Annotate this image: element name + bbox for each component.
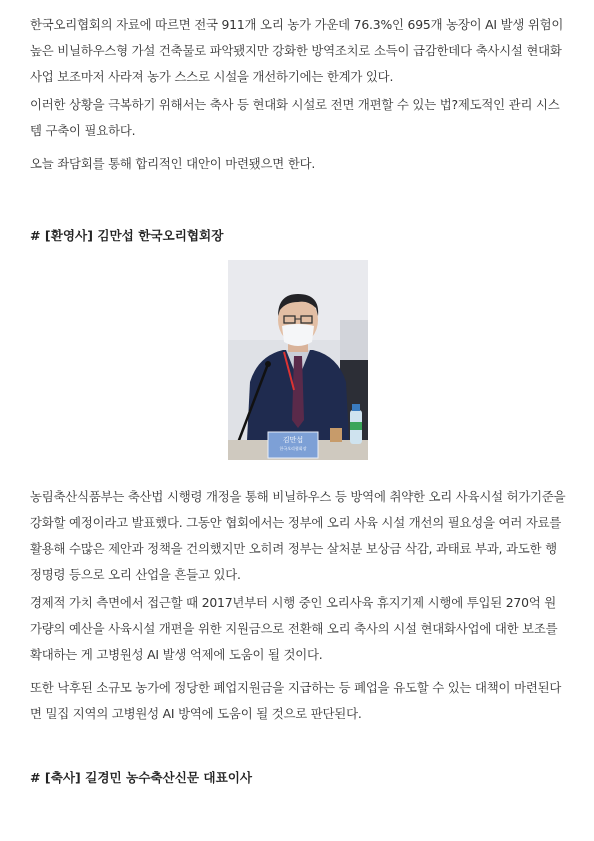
section-heading-congratulatory: # [축사] 길경민 농수축산신문 대표이사 [30, 770, 253, 785]
welcome-paragraph-2: 경제적 가치 측면에서 접근할 때 2017년부터 시행 중인 오리사육 휴지기제 시행에 투입된 270억 원 가량의 예산을 사육시설 개편을 위한 지원금으로 전환해 오리 축사의 시설 현대화사업에 대한 보조를 확대하는 게 고병원성 AI 발생 억제에 도움이 될 것이다. [30, 595, 558, 662]
intro-paragraph-2: 이러한 상황을 극복하기 위해서는 축사 등 현대화 시설로 전면 개편할 수 있는 법?제도적인 관리 시스템 구축이 필요하다. [30, 97, 560, 138]
intro-paragraph-1: 한국오리협회의 자료에 따르면 전국 911개 오리 농가 가운데 76.3%인 695개 농장이 AI 발생 위험이 높은 비닐하우스형 가설 건축물로 파악됐지만 강화한 방역조치로 소득이 급감한데다 축사시설 현대화 사업 보조마저 사라져 농가 스스로 시설을 개선하기에는 한계가 있다. [30, 17, 564, 84]
welcome-paragraph-1: 농림축산식품부는 축산법 시행령 개정을 통해 비닐하우스 등 방역에 취약한 오리 사육시설 허가기준을 강화할 예정이라고 발표했다. 그동안 협회에서는 정부에 오리 사육 시설 개선의 필요성을 여러 자료를 활용해 수많은 제안과 정책을 건의했지만 오히려 정부는 살처분 보상금 삭감, 과태료 부과, 과도한 행정명령 등으로 오리 산업을 흔들고 있다. [30, 489, 566, 582]
section-heading-welcome: # [환영사] 김만섭 한국오리협회장 [30, 228, 224, 243]
nameplate-name: 김만섭 [282, 436, 304, 444]
welcome-paragraph-3: 또한 낙후된 소규모 농가에 정당한 폐업지원금을 지급하는 등 폐업을 유도할 수 있는 대책이 마련된다면 밀집 지역의 고병원성 AI 방역에 도움이 될 것으로 판단된다. [30, 680, 562, 721]
intro-paragraph-3: 오늘 좌담회를 통해 합리적인 대안이 마련됐으면 한다. [30, 156, 316, 171]
speaker-photo [228, 260, 368, 460]
speaker-photo-illustration [228, 260, 368, 460]
nameplate-title: 한국오리협회장 [279, 446, 307, 451]
